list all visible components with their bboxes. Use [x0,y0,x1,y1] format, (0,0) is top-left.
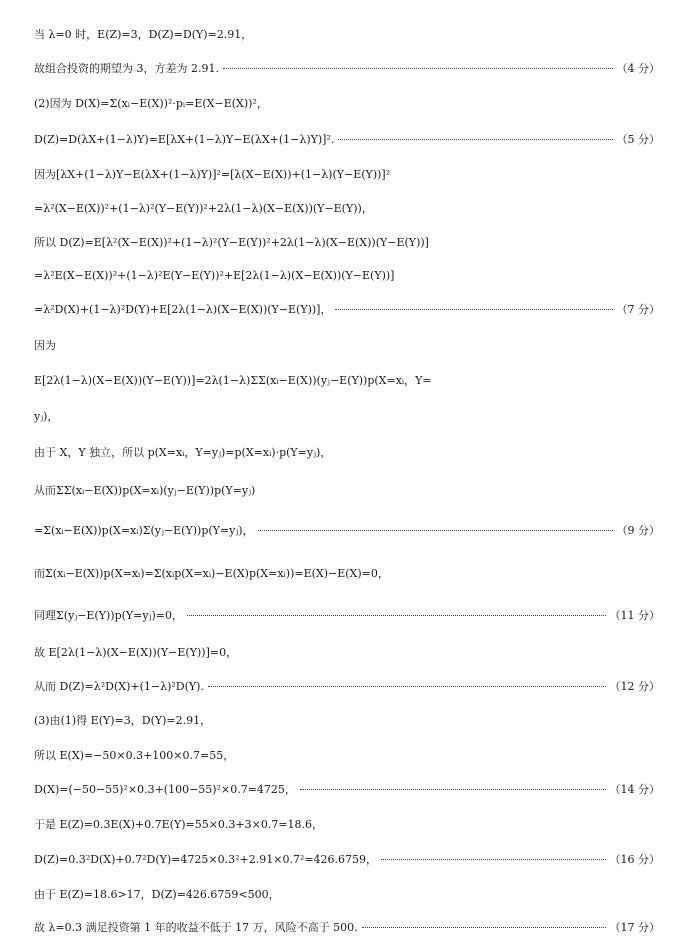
score-label: （9 分） [616,524,660,537]
line-text: 从而ΣΣ(xᵢ−E(X))p(X=xᵢ)(yⱼ−E(Y))p(Y=yⱼ) [34,484,256,497]
solution-line [34,97,660,111]
line-text: 因为 [34,339,56,352]
solution-line [34,818,660,832]
score-label: （5 分） [616,133,660,146]
leader-dots [300,788,606,790]
solution-line [34,133,660,147]
line-text: E[2λ(1−λ)(X−E(X))(Y−E(Y))]=2λ(1−λ)ΣΣ(xᵢ−E(X))(yⱼ−E(Y))p(X=xᵢ，Y= [34,374,432,387]
leader-dots [335,308,612,310]
score-label: （4 分） [616,62,660,75]
leader-dots [187,614,605,616]
solution-line [34,749,660,763]
solution-line [34,714,660,728]
line-text: 因为[λX+(1−λ)Y−E(λX+(1−λ)Y)]²=[λ(X−E(X))+(1−λ)(Y−E(Y))]² [34,168,391,181]
score-label: （16 分） [609,853,660,866]
line-text: 所以 E(X)=−50×0.3+100×0.7=55， [34,749,235,762]
line-text: =λ²(X−E(X))²+(1−λ)²(Y−E(Y))²+2λ(1−λ)(X−E(X))(Y−E(Y))， [34,202,373,215]
line-text: D(Z)=D(λX+(1−λ)Y)=E[λX+(1−λ)Y−E(λX+(1−λ)Y)]². [34,133,335,146]
line-text: D(X)=(−50−55)²×0.3+(100−55)²×0.7=4725， [34,783,296,796]
solution-line [34,374,660,388]
solution-line [34,28,660,42]
line-text: 故 λ=0.3 满足投资第 1 年的收益不低于 17 万，风险不高于 500. [34,921,358,934]
line-text: =Σ(xᵢ−E(X))p(X=xᵢ)Σ(yⱼ−E(Y))p(Y=yⱼ)， [34,524,254,537]
leader-dots [381,858,605,860]
line-text: 故 E[2λ(1−λ)(X−E(X))(Y−E(Y))]=0， [34,646,238,659]
score-label: （12 分） [609,680,660,693]
solution-line [34,680,660,694]
solution-line [34,888,660,902]
line-text: =λ²D(X)+(1−λ)²D(Y)+E[2λ(1−λ)(X−E(X))(Y−E(Y))]， [34,303,332,316]
solution-line [34,62,660,76]
line-text: 从而 D(Z)=λ²D(X)+(1−λ)²D(Y). [34,680,204,693]
solution-line [34,646,660,660]
line-text: 当 λ=0 时，E(Z)=3，D(Z)=D(Y)=2.91， [34,28,253,41]
line-text: 所以 D(Z)=E[λ²(X−E(X))²+(1−λ)²(Y−E(Y))²+2λ(1−λ)(X−E(X))(Y−E(Y))] [34,236,429,249]
line-text: 由于 X，Y 独立，所以 p(X=xᵢ，Y=yⱼ)=p(X=xᵢ)·p(Y=yⱼ)， [34,446,332,459]
score-label: （11 分） [609,609,660,622]
line-text: D(Z)=0.3²D(X)+0.7²D(Y)=4725×0.3²+2.91×0.7²=426.6759， [34,853,378,866]
score-label: （17 分） [609,921,660,934]
solution-line [34,410,660,424]
solution-line [34,168,660,182]
solution-line [34,339,660,353]
solution-line [34,853,660,867]
solution-line [34,567,660,581]
solution-line [34,921,660,935]
line-text: (2)因为 D(X)=Σ(xᵢ−E(X))²·pᵢ=E(X−E(X))²， [34,97,268,110]
leader-dots [208,685,606,687]
line-text: 于是 E(Z)=0.3E(X)+0.7E(Y)=55×0.3+3×0.7=18.6， [34,818,324,831]
solution-line [34,446,660,460]
line-text: 同理Σ(yⱼ−E(Y))p(Y=yⱼ)=0， [34,609,184,622]
line-text: 故组合投资的期望为 3，方差为 2.91. [34,62,219,75]
solution-line [34,524,660,538]
leader-dots [223,67,613,69]
line-text: yⱼ)， [34,410,59,423]
leader-dots [362,926,606,928]
solution-line [34,269,660,283]
line-text: 由于 E(Z)=18.6>17，D(Z)=426.6759<500， [34,888,280,901]
line-text: (3)由(1)得 E(Y)=3，D(Y)=2.91， [34,714,212,727]
line-text: =λ²E(X−E(X))²+(1−λ)²E(Y−E(Y))²+E[2λ(1−λ)(X−E(X))(Y−E(Y))] [34,269,395,282]
solution-line [34,783,660,797]
solution-line [34,484,660,498]
line-text: 而Σ(xᵢ−E(X))p(X=xᵢ)=Σ(xᵢp(X=xᵢ)−E(X)p(X=xᵢ))=E(X)−E(X)=0， [34,567,389,580]
leader-dots [258,529,613,531]
solution-line [34,236,660,250]
solution-line [34,303,660,317]
solution-line [34,609,660,623]
leader-dots [338,138,612,140]
score-label: （7 分） [616,303,660,316]
score-label: （14 分） [609,783,660,796]
solution-line [34,202,660,216]
